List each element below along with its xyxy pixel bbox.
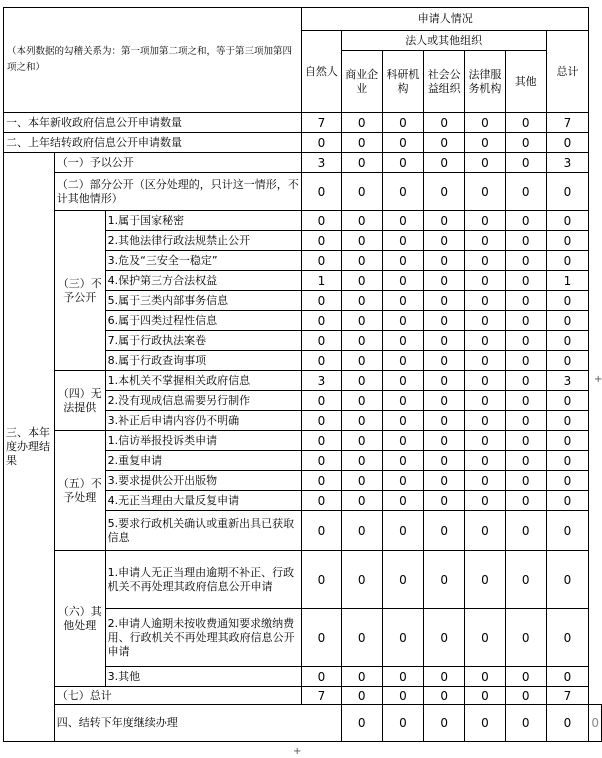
cell-value: 0	[465, 351, 506, 371]
cell-value: 0	[465, 113, 506, 133]
cell-value: 0	[302, 291, 342, 311]
cell-value: 0	[546, 491, 589, 511]
cell-value: 0	[546, 705, 589, 742]
item-label: 2.其他法律行政法规禁止公开	[105, 231, 301, 251]
header-applicant-situation: 申请人情况	[302, 8, 589, 31]
cell-value: 0	[424, 687, 465, 705]
cell-value: 0	[465, 687, 506, 705]
table-row	[4, 211, 602, 231]
cell-value: 0	[302, 551, 342, 609]
cell-value: 0	[424, 251, 465, 271]
cell-value: 0	[505, 231, 546, 251]
cell-value: 0	[341, 431, 382, 451]
cell-value: 0	[505, 173, 546, 211]
cell-value: 0	[341, 411, 382, 431]
table-row	[4, 687, 602, 705]
cell-value: 0	[341, 687, 382, 705]
cell-value: 0	[341, 133, 382, 153]
cell-value: 0	[424, 211, 465, 231]
cell-value: 0	[302, 133, 342, 153]
cell-value: 0	[465, 331, 506, 351]
cell-value: 0	[505, 511, 546, 551]
cell-value: 0	[382, 351, 424, 371]
cell-value: 0	[341, 451, 382, 471]
cell-value: 0	[465, 551, 506, 609]
cell-value: 0	[341, 251, 382, 271]
table-add-handle[interactable]: +	[293, 746, 302, 757]
cell-value: 0	[546, 133, 589, 153]
cell-value: 0	[302, 471, 342, 491]
cell-value: 0	[465, 391, 506, 411]
cell-value: 0	[424, 391, 465, 411]
cell-value: 0	[465, 173, 506, 211]
cell-value: 0	[424, 173, 465, 211]
item-label: 8.属于行政查询事项	[105, 351, 301, 371]
cell-value: 0	[382, 371, 424, 391]
group-label: （六）其他处理	[54, 551, 105, 687]
cell-value: 0	[341, 609, 382, 667]
cell-value: 0	[505, 271, 546, 291]
table-row	[4, 371, 602, 391]
item-label: 4.保护第三方合法权益	[105, 271, 301, 291]
cell-value: 0	[341, 153, 382, 173]
cell-value: 0	[302, 231, 342, 251]
cell-value: 0	[465, 133, 506, 153]
cell-value: 0	[341, 667, 382, 687]
item-label: 2.重复申请	[105, 451, 301, 471]
row-label: 四、结转下年度继续办理	[54, 705, 341, 742]
cell-value: 0	[505, 411, 546, 431]
cell-value: 0	[465, 153, 506, 173]
cell-value: 0	[382, 511, 424, 551]
cell-value: 0	[465, 451, 506, 471]
cell-value: 0	[546, 211, 589, 231]
cell-value: 0	[302, 431, 342, 451]
cell-value: 0	[382, 133, 424, 153]
item-label: 6.属于四类过程性信息	[105, 311, 301, 331]
cell-value: 0	[505, 431, 546, 451]
cell-value: 0	[341, 291, 382, 311]
cell-value: 0	[505, 311, 546, 331]
table-resize-handle[interactable]: +	[594, 374, 602, 385]
cell-value: 0	[382, 411, 424, 431]
cell-value: 0	[382, 153, 424, 173]
cell-value: 0	[382, 391, 424, 411]
gov-info-disclosure-table	[3, 7, 602, 742]
cell-value: 0	[341, 173, 382, 211]
cell-value: 0	[302, 251, 342, 271]
cell-value: 0	[465, 291, 506, 311]
cell-value: 0	[465, 431, 506, 451]
item-label: 4.无正当理由大量反复申请	[105, 491, 301, 511]
header-commercial: 商业企业	[341, 51, 382, 113]
cell-value: 0	[546, 431, 589, 451]
cell-value: 0	[505, 251, 546, 271]
cell-value: 0	[382, 331, 424, 351]
cell-value: 0	[424, 231, 465, 251]
cell-value: 0	[424, 609, 465, 667]
cell-value: 0	[382, 451, 424, 471]
header-legal-group: 法人或其他组织	[341, 31, 546, 51]
cell-value: 0	[424, 153, 465, 173]
cell-value: 0	[465, 311, 506, 331]
cell-value: 0	[505, 153, 546, 173]
cell-value: 0	[341, 371, 382, 391]
cell-value: 0	[341, 491, 382, 511]
cell-value: 0	[505, 331, 546, 351]
cell-value: 0	[424, 705, 465, 742]
header-social: 社会公益组织	[424, 51, 465, 113]
header-note: （本列数据的勾稽关系为：第一项加第二项之和，等于第三项加第四项之和）	[4, 8, 302, 113]
cell-value: 0	[424, 511, 465, 551]
section3-label: 三、本年度办理结果	[4, 153, 55, 742]
cell-value: 0	[505, 391, 546, 411]
cell-value: 0	[546, 511, 589, 551]
cell-value: 0	[505, 371, 546, 391]
header-legal-service: 法律服务机构	[465, 51, 506, 113]
cell-value: 0	[341, 231, 382, 251]
cell-value: 0	[546, 471, 589, 491]
item-label: 3.要求提供公开出版物	[105, 471, 301, 491]
cell-value: 0	[382, 551, 424, 609]
cell-value: 0	[424, 411, 465, 431]
cell-value: 7	[546, 113, 589, 133]
cell-value: 0	[302, 331, 342, 351]
cell-value: 0	[424, 371, 465, 391]
item-label: 3.其他	[105, 667, 301, 687]
cell-value: 0	[424, 351, 465, 371]
cell-value: 7	[302, 687, 342, 705]
row-label: （二）部分公开（区分处理的，只计这一情形，不计其他情形）	[54, 173, 301, 211]
cell-value: 0	[546, 451, 589, 471]
cell-value: 0	[341, 331, 382, 351]
header-total: 总计	[546, 31, 589, 113]
item-label: 1.信访举报投诉类申请	[105, 431, 301, 451]
cell-value: 0	[302, 351, 342, 371]
cell-value: 0	[546, 311, 589, 331]
cell-value: 0	[341, 211, 382, 231]
cell-value: 0	[424, 133, 465, 153]
header-other: 其他	[505, 51, 546, 113]
cell-value: 0	[505, 351, 546, 371]
cell-value: 0	[505, 471, 546, 491]
item-label: 1.申请人无正当理由逾期不补正、行政机关不再处理其政府信息公开申请	[105, 551, 301, 609]
cell-value: 0	[341, 351, 382, 371]
cell-value: 0	[382, 705, 424, 742]
cell-value: 0	[424, 291, 465, 311]
group-label: （五）不予处理	[54, 431, 105, 551]
cell-value: 0	[546, 609, 589, 667]
report-sheet	[3, 7, 602, 742]
item-label: 3.补正后申请内容仍不明确	[105, 411, 301, 431]
cell-value: 0	[465, 411, 506, 431]
table-row	[4, 705, 602, 742]
table-row	[4, 431, 602, 451]
row-label: 一、本年新收政府信息公开申请数量	[4, 113, 302, 133]
cell-value: 0	[546, 551, 589, 609]
cell-value: 0	[424, 311, 465, 331]
cell-value: 7	[546, 687, 589, 705]
cell-value: 0	[341, 113, 382, 133]
row-label: （七）总计	[54, 687, 301, 705]
cell-value: 0	[505, 113, 546, 133]
cell-value: 0	[465, 511, 506, 551]
cell-value: 0	[424, 491, 465, 511]
cell-value: 0	[382, 609, 424, 667]
cell-value: 0	[302, 609, 342, 667]
cell-value: 0	[382, 291, 424, 311]
cell-value: 0	[382, 431, 424, 451]
cell-value: 0	[505, 551, 546, 609]
cell-value: 0	[465, 471, 506, 491]
cell-value: 0	[546, 291, 589, 311]
cell-value: 0	[382, 491, 424, 511]
cell-value: 0	[302, 411, 342, 431]
cell-value: 0	[424, 331, 465, 351]
cell-value: 0	[302, 451, 342, 471]
cell-value: 0	[382, 667, 424, 687]
cell-value: 0	[424, 113, 465, 133]
cell-value: 0	[546, 173, 589, 211]
cell-value: 0	[424, 471, 465, 491]
cell-value: 0	[382, 271, 424, 291]
table-row	[4, 113, 602, 133]
table-row	[4, 551, 602, 609]
cell-value: 0	[382, 687, 424, 705]
cell-value: 0	[465, 271, 506, 291]
cell-value: 0	[505, 291, 546, 311]
cell-value: 0	[382, 113, 424, 133]
cell-value: 0	[341, 471, 382, 491]
group-label: （四）无法提供	[54, 371, 105, 431]
cell-value: 0	[505, 667, 546, 687]
cell-value: 1	[546, 271, 589, 291]
cell-value: 0	[424, 551, 465, 609]
cell-value: 0	[505, 451, 546, 471]
item-label: 3.危及“三安全一稳定”	[105, 251, 301, 271]
cell-value: 0	[382, 211, 424, 231]
cell-value: 0	[382, 173, 424, 211]
cell-value: 0	[465, 211, 506, 231]
cell-value: 1	[302, 271, 342, 291]
cell-value: 0	[341, 311, 382, 331]
cell-value: 0	[424, 451, 465, 471]
item-label: 5.要求行政机关确认或重新出具已获取信息	[105, 511, 301, 551]
item-label: 7.属于行政执法案卷	[105, 331, 301, 351]
row-label: 二、上年结转政府信息公开申请数量	[4, 133, 302, 153]
cell-value: 0	[465, 609, 506, 667]
cell-value: 3	[302, 153, 342, 173]
row-label: （一）予以公开	[54, 153, 301, 173]
group-label: （三）不予公开	[54, 211, 105, 371]
cell-value: 0	[546, 231, 589, 251]
cell-value: 0	[505, 211, 546, 231]
cell-value: 7	[302, 113, 342, 133]
cell-value: 0	[382, 471, 424, 491]
cell-value: 0	[589, 705, 602, 742]
cell-value: 0	[465, 705, 506, 742]
cell-value: 0	[302, 491, 342, 511]
cell-value: 0	[546, 331, 589, 351]
table-row	[4, 173, 602, 211]
cell-value: 0	[341, 271, 382, 291]
cell-value: 0	[341, 705, 382, 742]
cell-value: 0	[302, 511, 342, 551]
cell-value: 0	[546, 351, 589, 371]
cell-value: 0	[465, 231, 506, 251]
cell-value: 0	[505, 705, 546, 742]
cell-value: 0	[302, 211, 342, 231]
cell-value: 0	[505, 491, 546, 511]
header-natural-person: 自然人	[302, 31, 342, 113]
table-row	[4, 133, 602, 153]
cell-value: 0	[341, 551, 382, 609]
cell-value: 0	[302, 173, 342, 211]
cell-value: 0	[546, 411, 589, 431]
cell-value: 3	[546, 371, 589, 391]
cell-value: 0	[546, 667, 589, 687]
cell-value: 0	[546, 391, 589, 411]
cell-value: 3	[302, 371, 342, 391]
cell-value: 0	[424, 271, 465, 291]
item-label: 2.申请人逾期未按收费通知要求缴纳费用、行政机关不再处理其政府信息公开申请	[105, 609, 301, 667]
cell-value: 0	[382, 251, 424, 271]
table-row	[4, 153, 602, 173]
item-label: 2.没有现成信息需要另行制作	[105, 391, 301, 411]
item-label: 5.属于三类内部事务信息	[105, 291, 301, 311]
cell-value: 3	[546, 153, 589, 173]
cell-value: 0	[341, 391, 382, 411]
cell-value: 0	[424, 667, 465, 687]
cell-value: 0	[505, 687, 546, 705]
header-research: 科研机构	[382, 51, 424, 113]
cell-value: 0	[465, 491, 506, 511]
item-label: 1.属于国家秘密	[105, 211, 301, 231]
cell-value: 0	[341, 511, 382, 551]
cell-value: 0	[546, 251, 589, 271]
cell-value: 0	[302, 311, 342, 331]
cell-value: 0	[505, 609, 546, 667]
cell-value: 0	[465, 251, 506, 271]
cell-value: 0	[465, 667, 506, 687]
cell-value: 0	[302, 391, 342, 411]
cell-value: 0	[465, 371, 506, 391]
cell-value: 0	[382, 311, 424, 331]
item-label: 1.本机关不掌握相关政府信息	[105, 371, 301, 391]
cell-value: 0	[302, 667, 342, 687]
cell-value: 0	[424, 431, 465, 451]
cell-value: 0	[382, 231, 424, 251]
cell-value: 0	[505, 133, 546, 153]
